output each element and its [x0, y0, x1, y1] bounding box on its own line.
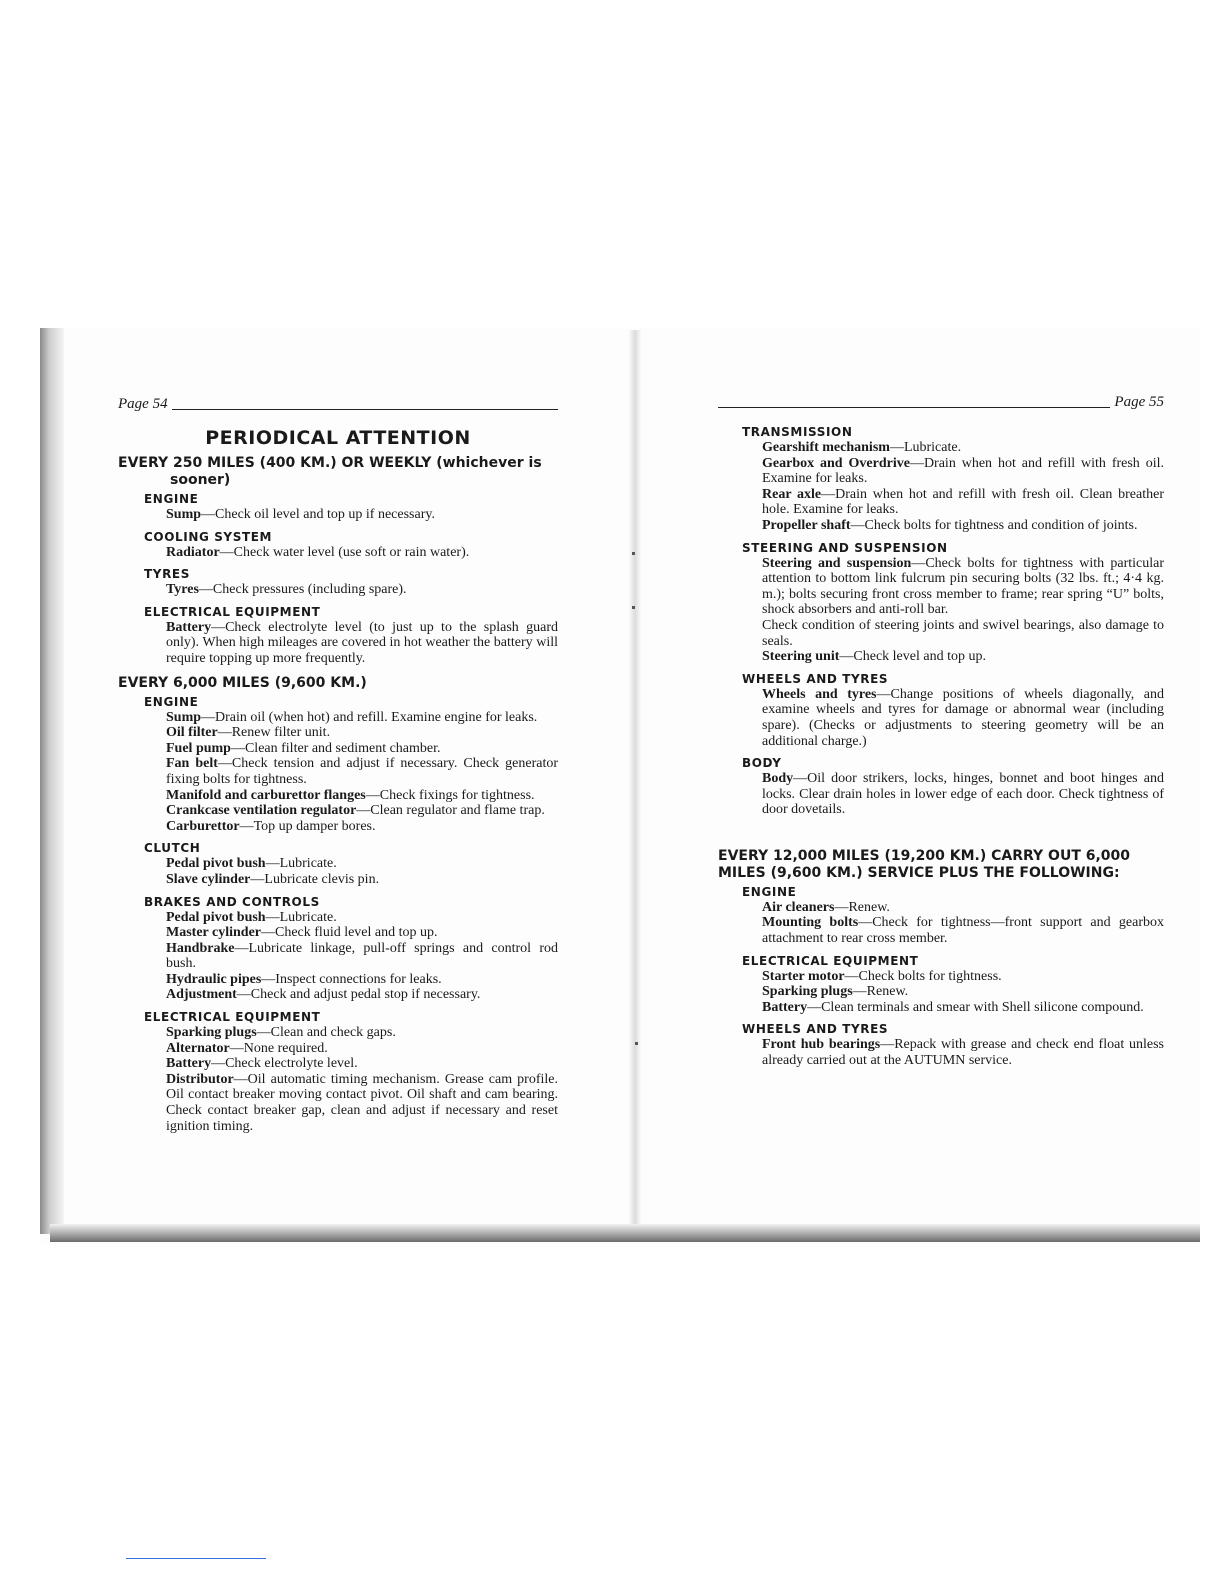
item-text: —Check bolts for tightness. — [844, 968, 1002, 984]
service-item — [166, 1072, 558, 1134]
left-content — [118, 455, 558, 1138]
service-item — [762, 900, 1164, 916]
item-label: Rear axle — [762, 486, 822, 502]
service-item — [166, 710, 558, 726]
item-text: —Lubricate. — [265, 856, 337, 872]
service-item — [166, 1056, 558, 1072]
item-text: —Check oil level and top up if necessary. — [201, 507, 435, 522]
item-text: —None required. — [229, 1040, 328, 1056]
service-item — [762, 518, 1164, 534]
service-item — [166, 941, 558, 972]
item-text: —Lubricate. — [265, 909, 337, 925]
item-label: Manifold and carburettor flanges — [166, 787, 366, 803]
item-text: —Renew filter unit. — [217, 725, 331, 741]
section-heading: WHEELS AND TYRES — [742, 1022, 889, 1037]
item-label: Pedal pivot bush — [166, 909, 266, 925]
item-label: Battery — [762, 999, 808, 1015]
spacer — [118, 888, 558, 892]
item-text: —Lubricate. — [889, 440, 962, 455]
spacer — [118, 523, 558, 527]
service-item — [166, 803, 558, 819]
service-item — [166, 725, 558, 741]
item-label: Wheels and tyres — [762, 686, 877, 702]
service-item — [762, 984, 1164, 1000]
item-text: —Check water level (use soft or rain water). — [219, 544, 470, 560]
section-heading: ENGINE — [742, 884, 797, 899]
item-label: Tyres — [166, 582, 199, 598]
item-text: —Drain when hot and refill with fresh oil. Clean breather hole. Examine for leaks. — [762, 486, 1164, 518]
item-label: Adjustment — [166, 987, 237, 1003]
spacer — [718, 1015, 1164, 1019]
section-heading: STEERING AND SUSPENSION — [742, 540, 948, 555]
section-heading: ENGINE — [144, 492, 199, 506]
service-item — [762, 1037, 1164, 1068]
item-label: Air cleaners — [762, 899, 835, 915]
service-item — [762, 487, 1164, 518]
spacer — [718, 947, 1164, 951]
page-54 — [118, 396, 558, 1138]
page-number-left: Page 54 — [118, 396, 168, 412]
page-55 — [718, 394, 1164, 1073]
service-item — [166, 545, 558, 561]
item-text: —Clean filter and sediment chamber. — [230, 740, 441, 756]
item-label: Distributor — [166, 1071, 234, 1087]
service-item — [166, 1041, 558, 1057]
item-text: —Drain oil (when hot) and refill. Examine engine for leaks. — [201, 709, 538, 725]
service-item — [166, 741, 558, 757]
item-text: —Check electrolyte level (to just up to the splash guard only). When high mileages are covered in hot weather the battery will require topping up more frequently. — [166, 619, 558, 666]
service-item — [762, 556, 1164, 618]
item-label: Master cylinder — [166, 925, 261, 941]
section-heading: ENGINE — [144, 694, 199, 709]
item-label: Battery — [166, 1056, 212, 1072]
section-heading: ELECTRICAL EQUIPMENT — [742, 953, 919, 968]
item-text: —Lubricate linkage, pull-off springs and control rod bush. — [166, 940, 558, 972]
item-text: —Oil automatic timing mechanism. Grease cam profile. Oil contact breaker moving contact pivot. Oil shaft and cam bearing. Check contact breaker gap, clean and adjust if necessary and reset ignition timing. — [166, 1071, 558, 1134]
interval-heading: EVERY 6,000 MILES (9,600 KM.) — [118, 674, 367, 691]
spacer — [118, 834, 558, 838]
service-item — [166, 507, 558, 523]
book-gutter — [628, 330, 642, 1236]
item-text: —Check pressures (including spare). — [198, 582, 407, 598]
service-item — [166, 819, 558, 835]
scan-speck — [632, 606, 635, 609]
item-text: —Inspect connections for leaks. — [261, 971, 442, 987]
service-item — [762, 969, 1164, 985]
item-text: —Check and adjust pedal stop if necessary. — [236, 987, 481, 1003]
item-label: Mounting bolts — [762, 915, 859, 931]
item-text: —Check bolts for tightness and condition of joints. — [850, 517, 1138, 533]
item-label: Sump — [166, 709, 202, 725]
service-item — [762, 687, 1164, 749]
service-item — [166, 987, 558, 1003]
item-label: Sparking plugs — [166, 1025, 257, 1041]
section-heading: ELECTRICAL EQUIPMENT — [144, 604, 321, 619]
spacer — [118, 1003, 558, 1007]
item-label: Fuel pump — [166, 740, 231, 756]
right-content — [718, 425, 1164, 1073]
service-item — [762, 618, 1164, 649]
section-heading: COOLING SYSTEM — [144, 529, 273, 544]
item-label: Radiator — [166, 544, 220, 560]
header-rule — [718, 407, 1110, 408]
spacer — [718, 749, 1164, 753]
item-text: —Clean regulator and flame trap. — [356, 803, 545, 819]
section-heading: ELECTRICAL EQUIPMENT — [144, 1010, 321, 1025]
item-label: Battery — [166, 619, 212, 635]
item-text: —Oil door strikers, locks, hinges, bonnet and boot hinges and locks. Clear drain holes in lower edge of each door. Check tightness of door dovetails. — [762, 771, 1164, 818]
left-binding-shadow — [40, 328, 64, 1234]
item-label: Propeller shaft — [762, 517, 851, 533]
item-label: Steering unit — [762, 649, 840, 665]
service-item — [166, 788, 558, 804]
page-header-left — [118, 396, 558, 413]
item-label: Handbrake — [166, 940, 235, 956]
item-text: —Repack with grease and check end float unless already carried out at the AUTUMN service. — [762, 1037, 1164, 1069]
spacer — [118, 560, 558, 564]
item-text: —Check bolts for tightness with particular attention to bottom link fulcrum pin securing bolts (32 lbs. ft.; 4·4 kg. m.); bolts securing front cross member to frame; rear spring “U” bolts, shock absorbers and anti-roll bar. — [762, 555, 1164, 618]
page-header-right — [718, 394, 1164, 411]
item-label: Gearshift mechanism — [762, 440, 890, 455]
item-text: —Change positions of wheels diagonally, and examine wheels and tyres for damage or abnormal wear (including spare). (Checks or adjustments to steering geometry will be an additional charge.) — [762, 686, 1164, 749]
item-text: —Check electrolyte level. — [211, 1056, 358, 1072]
service-item — [762, 1000, 1164, 1016]
spacer — [118, 1134, 558, 1138]
item-text: —Top up damper bores. — [239, 818, 376, 834]
item-label: Hydraulic pipes — [166, 971, 262, 987]
section-heading: TYRES — [144, 567, 190, 582]
item-label: Alternator — [166, 1040, 230, 1056]
service-item — [762, 915, 1164, 946]
item-text: —Check fluid level and top up. — [261, 925, 438, 941]
interval-heading: EVERY 250 MILES (400 KM.) OR WEEKLY (whichever is sooner) — [118, 455, 542, 488]
item-label: Pedal pivot bush — [166, 856, 266, 872]
spacer — [718, 818, 1164, 822]
service-item — [166, 972, 558, 988]
service-item — [762, 456, 1164, 487]
scan-speck — [635, 1042, 638, 1045]
header-rule — [172, 409, 558, 410]
item-text: —Check level and top up. — [839, 649, 986, 665]
spacer — [718, 534, 1164, 538]
item-text: Check condition of steering joints and swivel bearings, also damage to seals. — [762, 617, 1164, 649]
item-text: —Check tension and adjust if necessary. Check generator fixing bolts for tightness. — [166, 756, 559, 787]
service-item — [166, 910, 558, 926]
page-bottom-edge — [50, 1224, 1200, 1242]
service-item — [166, 620, 558, 667]
page-number-right: Page 55 — [1114, 394, 1164, 410]
item-text: —Renew. — [834, 899, 890, 915]
spacer — [118, 667, 558, 671]
interval-heading: EVERY 12,000 MILES (19,200 KM.) CARRY OUT 6,000 MILES (9,600 KM.) SERVICE PLUS THE FOLLOWING: — [718, 847, 1131, 881]
item-label: Sparking plugs — [762, 984, 853, 1000]
item-label: Fan belt — [166, 756, 218, 772]
item-text: —Lubricate clevis pin. — [250, 871, 380, 887]
item-label: Body — [762, 771, 794, 787]
section-heading: CLUTCH — [144, 841, 201, 856]
service-item — [762, 649, 1164, 665]
service-item — [166, 872, 558, 888]
item-label: Starter motor — [762, 968, 845, 984]
item-label: Sump — [166, 507, 202, 522]
item-text: —Check for tightness—front support and gearbox attachment to rear cross member. — [762, 915, 1164, 947]
item-text: —Clean and check gaps. — [256, 1025, 396, 1041]
service-item — [762, 771, 1164, 818]
section-heading: BRAKES AND CONTROLS — [144, 894, 320, 909]
scan-speck — [632, 552, 635, 555]
page-title: PERIODICAL ATTENTION — [205, 427, 471, 449]
item-label: Oil filter — [166, 725, 218, 741]
section-heading: BODY — [742, 756, 782, 771]
item-label: Slave cylinder — [166, 871, 251, 887]
spacer — [118, 598, 558, 602]
item-label: Crankcase ventilation regulator — [166, 803, 357, 819]
section-heading: TRANSMISSION — [742, 425, 853, 439]
section-heading: WHEELS AND TYRES — [742, 671, 889, 686]
service-item — [166, 756, 558, 787]
item-label: Gearbox and Overdrive — [762, 455, 910, 471]
blue-underline — [126, 1558, 266, 1559]
spacer — [718, 1069, 1164, 1073]
item-label: Carburettor — [166, 818, 240, 834]
service-item — [762, 440, 1164, 456]
item-text: —Check fixings for tightness. — [365, 787, 535, 803]
item-text: —Drain when hot and refill with fresh oil. Examine for leaks. — [762, 455, 1164, 487]
service-item — [166, 582, 558, 598]
spacer — [718, 665, 1164, 669]
service-item — [166, 856, 558, 872]
service-item — [166, 925, 558, 941]
item-label: Front hub bearings — [762, 1037, 881, 1053]
item-label: Steering and suspension — [762, 555, 912, 571]
item-text: —Renew. — [852, 984, 909, 1000]
item-text: —Clean terminals and smear with Shell silicone compound. — [807, 999, 1144, 1015]
service-item — [166, 1025, 558, 1041]
